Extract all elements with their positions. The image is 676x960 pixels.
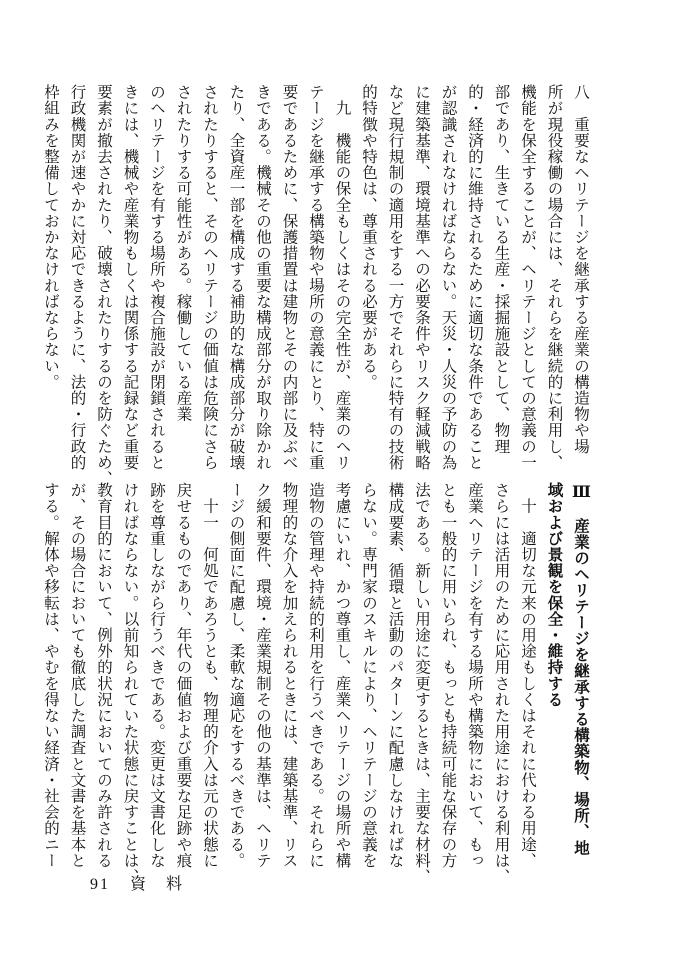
text-line: する。解体や移転は、やむを得ない経済・社会的ニー — [42, 482, 60, 869]
text-line: のヘリテージを有する場所や複合施設が閉鎖されると — [148, 84, 166, 471]
text-line: 法である。新しい用途に変更するときは、主要な材料、 — [413, 482, 431, 885]
text-line: 所が現役稼働の場合には、それらを継続的に利用し、 — [545, 84, 564, 471]
text-line: 産業ヘリテージを有する場所や構築物において、もっ — [466, 482, 484, 869]
text-line: きには、機械や産業物もしくは関係する記録など重要 — [121, 84, 140, 471]
text-line: 造物の管理や持続的利用を行うべきである。それらに — [307, 482, 325, 869]
text-line: 十一 何処であろうとも、物理的介入は元の状態に — [201, 482, 219, 869]
text-line: 考慮にいれ、かつ尊重し、産業ヘリテージの場所や構 — [333, 482, 352, 869]
text-line: 部であり、生きている生産・採掘施設として、物理 — [492, 84, 511, 455]
text-line: さらには活用のために応用された用途における利用は、 — [492, 482, 511, 885]
text-line: 教育目的において、例外的状況においてのみ許される — [95, 482, 113, 869]
section-heading-line: 域および景観を保全・維持する — [545, 482, 565, 708]
text-line: 的・経済的に維持されるために適切な条件であること — [466, 84, 484, 471]
section-heading-line: Ⅲ 産業のヘリテージを継承する構築物、場所、地 — [572, 482, 591, 856]
text-line: 構成要素、循環と活動のパターンに配慮しなければな — [386, 482, 405, 869]
text-line: 跡を尊重しながら行うべきである。変更は文書化しな — [148, 482, 166, 869]
page-number: 91 — [89, 876, 110, 893]
text-line: 十 適切な元来の用途もしくはそれに代わる用途、 — [519, 482, 537, 869]
text-line: 的特徴や特色は、尊重される必要がある。 — [360, 84, 378, 390]
text-line: ければならない。以前知られていた状態に戻すことは、 — [121, 482, 140, 885]
text-line: など現行規制の適用をする一方でそれらに特有の技術 — [386, 84, 405, 471]
text-line: 八 重要なヘリテージを継承する産業の構造物や場 — [572, 84, 590, 455]
text-line: 機能を保全することが、ヘリテージとしての意義の一 — [519, 84, 537, 471]
text-line: 枠組みを整備しておかなければならない。 — [42, 84, 60, 390]
text-line: ク緩和要件、環境・産業規制その他の基準は、ヘリテ — [254, 482, 272, 869]
text-line: とも一般的に用いられ、もっとも持続可能な保存の方 — [439, 482, 458, 869]
text-line: されたりする可能性がある。稼働している産業 — [174, 84, 193, 423]
text-line: テージを継承する構築物や場所の意義にとり、特に重 — [307, 84, 325, 471]
text-line: が、その場合においても徹底した調査と文書を基本と — [68, 482, 87, 869]
text-line: 物理的な介入を加えられるときには、建築基準、リス — [280, 482, 299, 869]
text-line: たり、全資産一部を構成する補助的な構成部分が破壊 — [227, 84, 246, 471]
text-line: 戻せるものであり、年代の価値および重要な足跡や痕 — [174, 482, 193, 869]
text-line: 九 機能の保全もしくはその完全性が、産業のヘリ — [333, 84, 352, 471]
text-line: が認識されなければならない。天災・人災の予防の為 — [439, 84, 458, 471]
section-label: 資 料 — [129, 876, 184, 893]
text-line: ージの側面に配慮し、柔軟な適応をするべきである。 — [227, 482, 246, 869]
upper-text-block — [38, 84, 595, 487]
text-line: に建築基準、環境基準への必要条件やリスク軽減戦略 — [413, 84, 431, 471]
text-line: 行政機関が速やかに対応できるように、法的・行政的 — [68, 84, 87, 471]
text-line: らない。専門家のスキルにより、ヘリテージの意義を — [360, 482, 378, 869]
text-line: 要であるために、保護措置は建物とその内部に及ぶべ — [280, 84, 299, 471]
text-line: きである。機械その他の重要な構成部分が取り除かれ — [254, 84, 272, 471]
text-line: されたりすると、そのヘリテージの価値は危険にさら — [201, 84, 219, 471]
text-line: 要素が撤去されたり、破壊されたりするのを防ぐため、 — [95, 84, 113, 487]
page-footer — [90, 871, 198, 894]
